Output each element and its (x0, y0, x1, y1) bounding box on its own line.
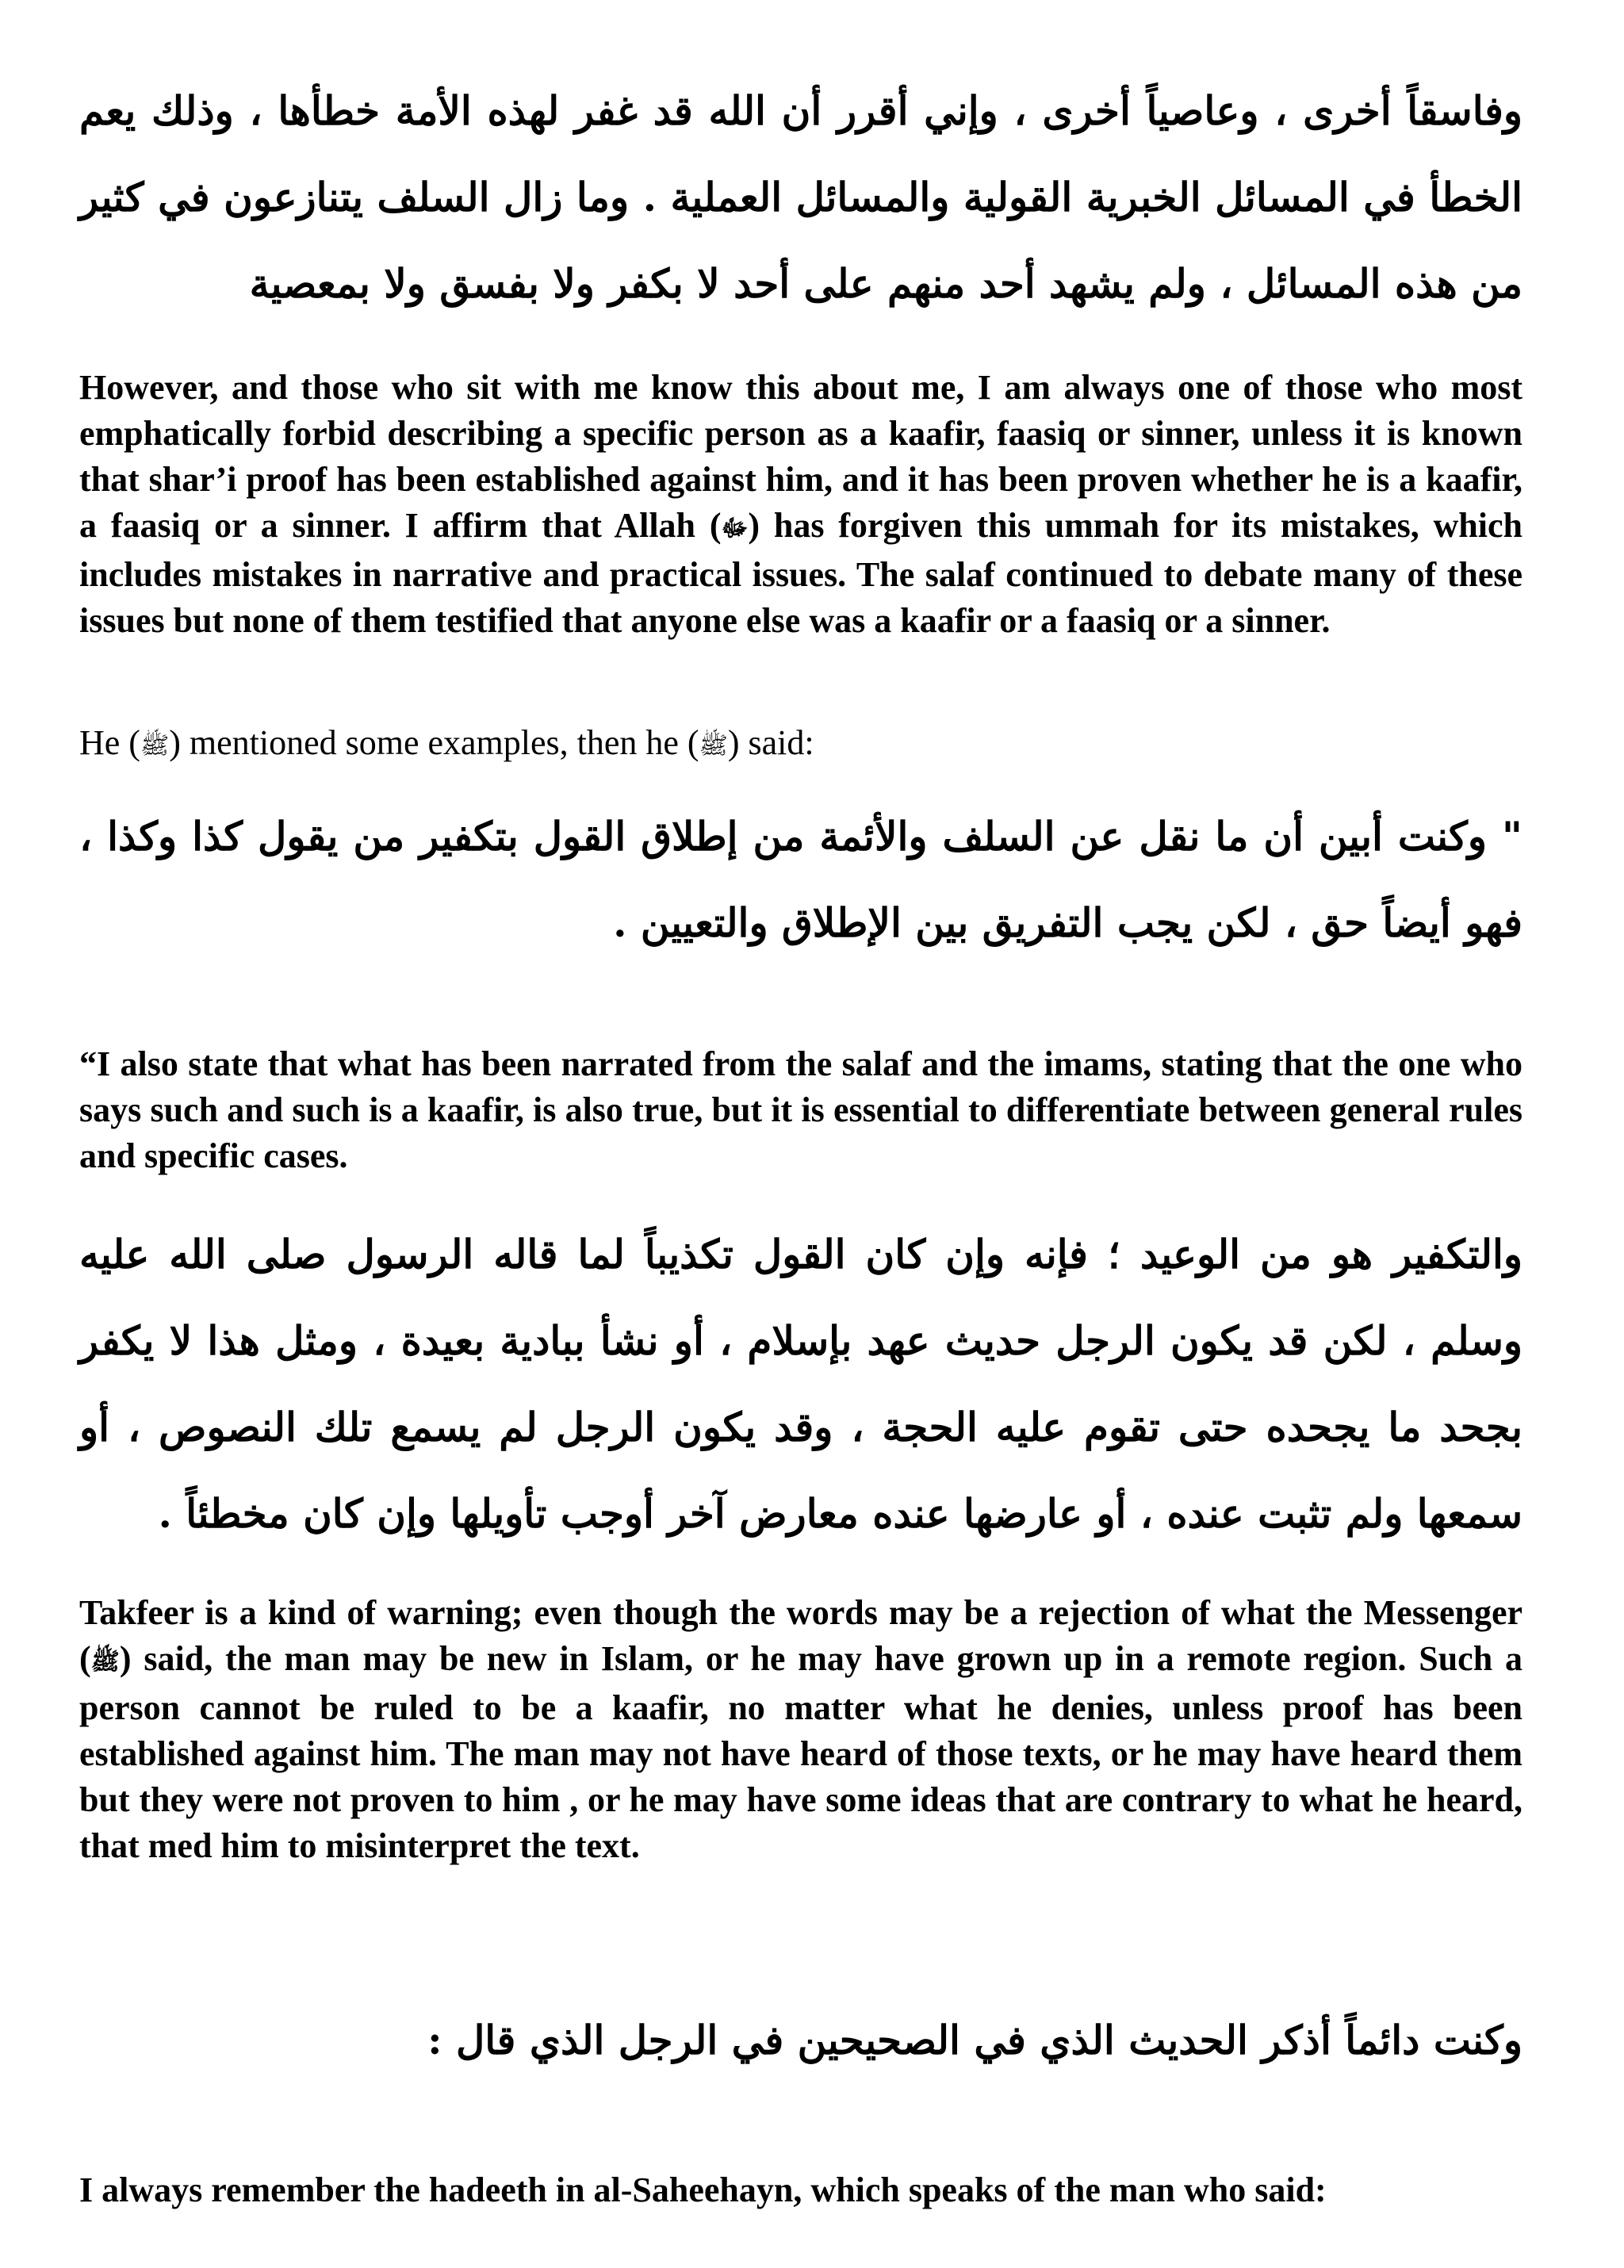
honorific-glyph-icon: ﷺ (699, 731, 728, 760)
arabic-paragraph-3: والتكفير هو من الوعيد ؛ فإنه وإن كان القول تكذيباً لما قاله الرسول صلى الله عليه وسلم ، لكن قد يكون الرجل حديث عهد بإسلام ، أو نشأ ببادية بعيدة ، ومثل هذا لا يكفر بجحد ما يجحده حتى تقوم عليه الحجة ، وقد يكون الرجل لم يسمع تلك النصوص ، أو سمعها ولم تثبت عنده ، أو عارضها عنده معارض آخر أوجب تأويلها وإن كان مخطئاً . (79, 1231, 1522, 1537)
english-paragraph-4-text-a: Takfeer is a kind of warning; even though the words may be a rejection of what the Messenger ( (79, 1593, 1522, 1678)
english-paragraph-4-text-b: ) said, the man may be new in Islam, or he may have grown up in a remote region. Such a person cannot be ruled to be a kaafir, no matter what he denies, unless proof has been established against him. The man may not have heard of those texts, or he may have heard them but they were not proven to him , or he may have some ideas that are contrary to what he heard, that med him to misinterpret the text. (79, 1639, 1522, 1865)
honorific-glyph-icon: ﷻ (721, 514, 749, 542)
english-paragraph-1-text-b: ) has forgiven this ummah for its mistakes, which includes mistakes in narrative and practical issues. The salaf continued to debate many of these issues but none of them testified that anyone else was a kaafir or a faasiq or a sinner. (79, 506, 1522, 640)
english-paragraph-2-text-c: ) said: (727, 723, 814, 762)
english-paragraph-2-text-a: He ( (79, 723, 140, 762)
english-paragraph-1 (79, 365, 1522, 644)
arabic-paragraph-2: " وكنت أبين أن ما نقل عن السلف والأئمة من إطلاق القول بتكفير من يقول كذا وكذا ، فهو أيضاً حق ، لكن يجب التفريق بين الإطلاق والتعيين . (79, 813, 1522, 946)
arabic-paragraph-4: وكنت دائماً أذكر الحديث الذي في الصحيحين في الرجل الذي قال : (427, 2017, 1522, 2063)
english-paragraph-2 (79, 720, 1522, 769)
english-paragraph-3: “I also state that what has been narrated from the salaf and the imams, stating that the one who says such and such is a kaafir, is also true, but it is essential to differentiate between general rules and specific cases. (79, 1044, 1522, 1175)
honorific-glyph-icon: ﷺ (90, 1647, 120, 1676)
english-paragraph-5: I always remember the hadeeth in al-Saheehayn, which speaks of the man who said: (79, 2170, 1327, 2209)
english-paragraph-4 (79, 1590, 1522, 1869)
arabic-paragraph-1: وفاسقاً أخرى ، وعاصياً أخرى ، وإني أقرر أن الله قد غفر لهذه الأمة خطأها ، وذلك يعم الخطأ في المسائل الخبرية القولية والمسائل العملية . وما زال السلف يتنازعون في كثير من هذه المسائل ، ولم يشهد أحد منهم على أحد لا بكفر ولا بفسق ولا بمعصية (79, 87, 1522, 307)
english-paragraph-2-text-b: ) mentioned some examples, then he ( (169, 723, 699, 762)
honorific-glyph-icon: ﷺ (140, 731, 170, 760)
english-paragraph-1-text-a: However, and those who sit with me know this about me, I am always one of those who most emphatically forbid describing a specific person as a kaafir, faasiq or sinner, unless it is known that shar’i proof has been established against him, and it has been proven whether he is a kaafir, a faasiq or a sinner. I affirm that Allah ( (79, 368, 1522, 545)
